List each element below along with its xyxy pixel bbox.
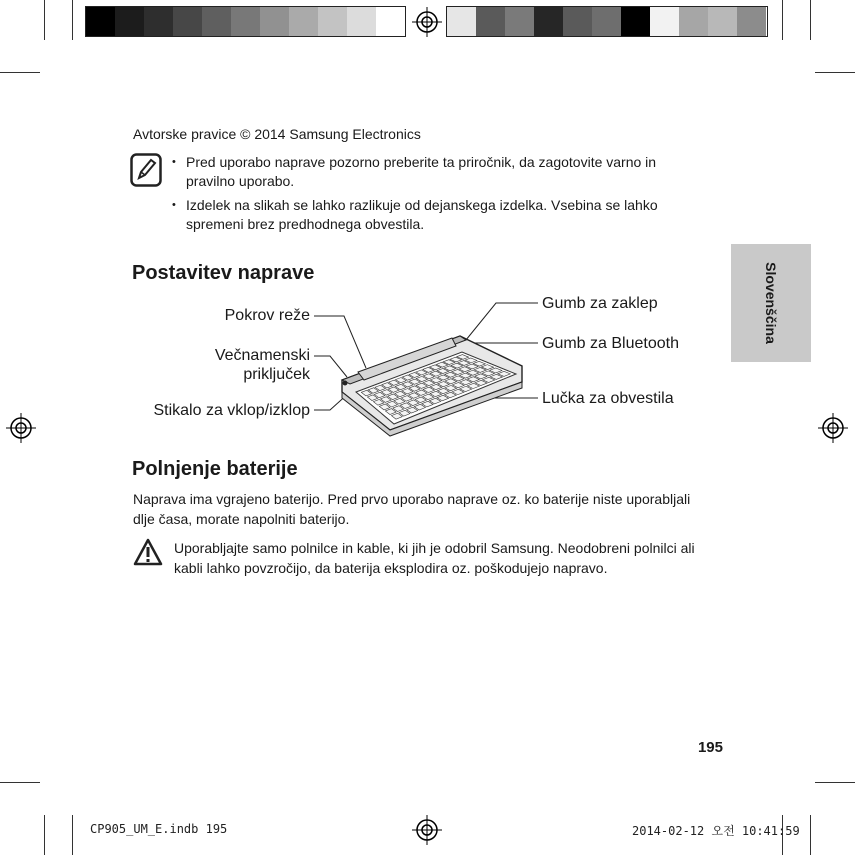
- warning-icon: [133, 538, 163, 566]
- copyright-text: Avtorske pravice © 2014 Samsung Electronics: [133, 126, 421, 142]
- page-number: 195: [697, 739, 723, 756]
- warning-text: Uporabljajte samo polnilce in kable, ki jih je odobril Samsung. Neodobreni polnilci ali kabli lahko povzročijo, da baterija eksplodira oz. poškodujejo napravo.: [174, 540, 695, 576]
- label-slot-cover: Pokrov reže: [224, 307, 310, 324]
- section-heading-setup: Postavitev naprave: [132, 262, 315, 284]
- label-bluetooth-key: Gumb za Bluetooth: [542, 335, 679, 352]
- list-item: • Pred uporabo naprave pozorno preberite ta priročnik, da zagotovite varno in pravilno uporabo.: [172, 153, 692, 191]
- label-power-switch: Stikalo za vklop/izklop: [153, 402, 310, 419]
- language-label: Slovenščina: [763, 262, 779, 344]
- label-connector-line1: Večnamenski: [214, 347, 310, 364]
- label-indicator: Lučka za obvestila: [542, 390, 674, 407]
- list-item: • Izdelek na slikah se lahko razlikuje od dejanskega izdelka. Vsebina se lahko spremeni brez predhodnega obvestila.: [172, 196, 692, 234]
- label-connector-line2: priključek: [243, 366, 310, 383]
- footer-file: CP905_UM_E.indb 195: [90, 822, 228, 836]
- section-heading-charging: Polnjenje baterije: [132, 458, 298, 480]
- footer-timestamp: 2014-02-12 오전 10:41:59: [632, 824, 800, 838]
- charging-text: Naprava ima vgrajeno baterijo. Pred prvo uporabo naprave oz. ko baterije niste uporabljali dlje časa, morate napolniti baterijo.: [133, 491, 691, 527]
- label-lock-key: Gumb za zaklep: [542, 295, 658, 312]
